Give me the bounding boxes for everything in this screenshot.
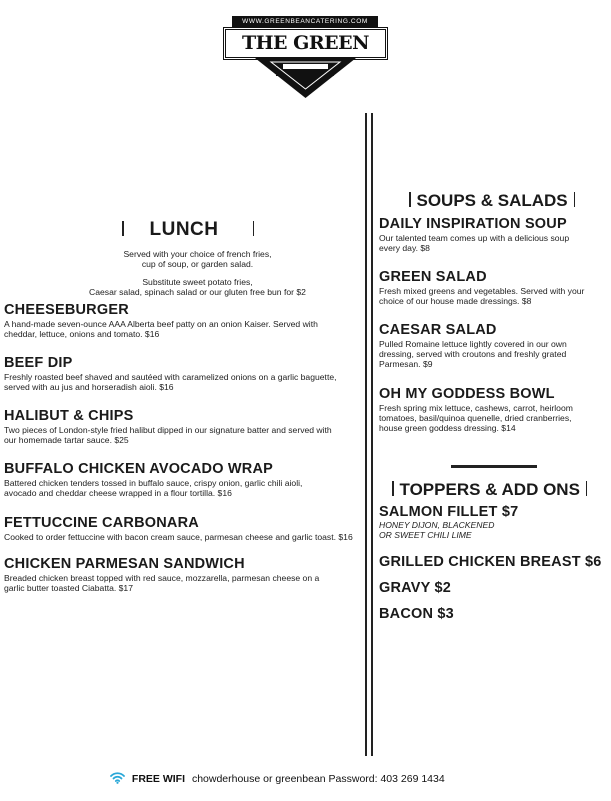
item-description xyxy=(4,319,364,339)
desc-line: garlic butter toasted Ciabatta. $17 xyxy=(4,583,133,593)
lunch-intro-substitute xyxy=(30,277,365,297)
item-name: CHEESEBURGER xyxy=(4,302,129,318)
toppers-heading xyxy=(392,480,587,500)
intro-line: Served with your choice of french fries, xyxy=(123,249,272,259)
item-options xyxy=(379,520,599,540)
option-line: OR SWEET CHILI LIME xyxy=(379,530,472,540)
item-description xyxy=(4,573,364,593)
toppers-rule xyxy=(451,465,537,468)
item-name: FETTUCCINE CARBONARA xyxy=(4,515,199,531)
menu-item-goddess-bowl xyxy=(379,386,599,433)
desc-line: Two pieces of London-style fried halibut dipped in our signature batter and served with xyxy=(4,425,332,435)
intro-line: cup of soup, or garden salad. xyxy=(141,259,254,269)
intro-line: Caesar salad, spinach salad or our gluten free bun for $2 xyxy=(89,287,306,297)
item-name: HALIBUT & CHIPS xyxy=(4,408,134,424)
item-name: CHICKEN PARMESAN SANDWICH xyxy=(4,556,245,572)
wifi-footer xyxy=(110,771,445,785)
desc-line: Fresh mixed greens and vegetables. Served with your xyxy=(379,286,585,296)
item-description xyxy=(4,532,364,542)
desc-line: Our talented team comes up with a delicious soup xyxy=(379,233,570,243)
desc-line: our homemade tartar sauce. $25 xyxy=(4,435,129,445)
column-divider xyxy=(365,113,373,756)
menu-item-green-salad xyxy=(379,269,599,306)
desc-line: Pulled Romaine lettuce lightly covered in our own xyxy=(379,339,567,349)
logo-url-banner: WWW.GREENBEANCATERING.COM xyxy=(232,16,378,27)
desc-line: Fresh spring mix lettuce, cashews, carrot, heirloom xyxy=(379,403,573,413)
menu-item-chicken-parmesan-sandwich xyxy=(4,556,364,593)
restaurant-logo xyxy=(223,14,388,98)
desc-line: Parmesan. $9 xyxy=(379,359,433,369)
lunch-heading xyxy=(122,219,254,241)
desc-line: Battered chicken tenders tossed in buffalo sauce, crispy onion, garlic chili aioli, xyxy=(4,478,303,488)
item-name: BACON $3 xyxy=(379,606,454,622)
desc-line: A hand-made seven-ounce AAA Alberta beef patty on an onion Kaiser. Served with xyxy=(4,319,318,329)
item-name: GRILLED CHICKEN BREAST $6 xyxy=(379,554,602,570)
addon-gravy xyxy=(379,580,599,596)
menu-item-beef-dip xyxy=(4,355,364,392)
logo-name: THE GREEN xyxy=(223,27,388,60)
menu-item-cheeseburger xyxy=(4,302,364,339)
option-line: HONEY DIJON, BLACKENED xyxy=(379,520,495,530)
desc-line: served with au jus and horseradish aioli. $16 xyxy=(4,382,174,392)
desc-line: avocado and cheddar cheese wrapped in a flour tortilla. $16 xyxy=(4,488,232,498)
soups-heading-text: SOUPS & SALADS xyxy=(416,191,568,210)
item-name: DAILY INSPIRATION SOUP xyxy=(379,216,567,232)
wifi-details: chowderhouse or greenbean Password: 403 269 1434 xyxy=(191,773,445,785)
menu-item-halibut-chips xyxy=(4,408,364,445)
item-name: GREEN SALAD xyxy=(379,269,487,285)
item-description xyxy=(379,403,599,433)
item-name: OH MY GODDESS BOWL xyxy=(379,386,555,402)
lunch-heading-text: LUNCH xyxy=(149,219,219,240)
desc-line: cheddar, lettuce, onions and tomato. $16 xyxy=(4,329,160,339)
soups-heading xyxy=(409,191,575,211)
logo-triangle-emblem xyxy=(223,58,388,100)
item-description xyxy=(379,286,599,306)
addon-bacon xyxy=(379,606,599,622)
desc-line: Cooked to order fettuccine with bacon cream sauce, parmesan cheese and garlic toast. $16 xyxy=(4,532,353,542)
item-name: BUFFALO CHICKEN AVOCADO WRAP xyxy=(4,461,274,477)
wifi-icon xyxy=(110,771,125,784)
lunch-intro-sides xyxy=(30,249,365,269)
desc-line: every day. $8 xyxy=(379,243,430,253)
desc-line: tomatoes, basil/quinoa quenelle, dried cranberries, xyxy=(379,413,572,423)
desc-line: Freshly roasted beef shaved and sautéed with caramelized onions on a garlic baguette, xyxy=(4,372,337,382)
desc-line: choice of our house made dressings. $8 xyxy=(379,296,532,306)
desc-line: dressing, served with croutons and freshly grated xyxy=(379,349,567,359)
desc-line: Breaded chicken breast topped with red sauce, mozzarella, parmesan cheese on a xyxy=(4,573,320,583)
item-description xyxy=(4,372,364,392)
item-description xyxy=(379,233,599,253)
item-description xyxy=(4,478,364,498)
item-name: CAESAR SALAD xyxy=(379,322,497,338)
item-name: SALMON FILLET $7 xyxy=(379,504,519,520)
desc-line: house green goddess dressing. $14 xyxy=(379,423,516,433)
item-description xyxy=(4,425,364,445)
addon-grilled-chicken xyxy=(379,554,602,570)
intro-line: Substitute sweet potato fries, xyxy=(142,277,253,287)
addon-salmon-fillet xyxy=(379,504,599,540)
menu-item-buffalo-chicken-wrap xyxy=(4,461,364,498)
menu-item-fettuccine-carbonara xyxy=(4,515,364,542)
menu-item-caesar-salad xyxy=(379,322,599,369)
item-name: BEEF DIP xyxy=(4,355,73,371)
toppers-heading-text: TOPPERS & ADD ONS xyxy=(399,480,580,499)
item-description xyxy=(379,339,599,369)
menu-item-daily-soup xyxy=(379,216,599,253)
item-name: GRAVY $2 xyxy=(379,580,451,596)
wifi-label: FREE WIFI xyxy=(131,773,186,785)
